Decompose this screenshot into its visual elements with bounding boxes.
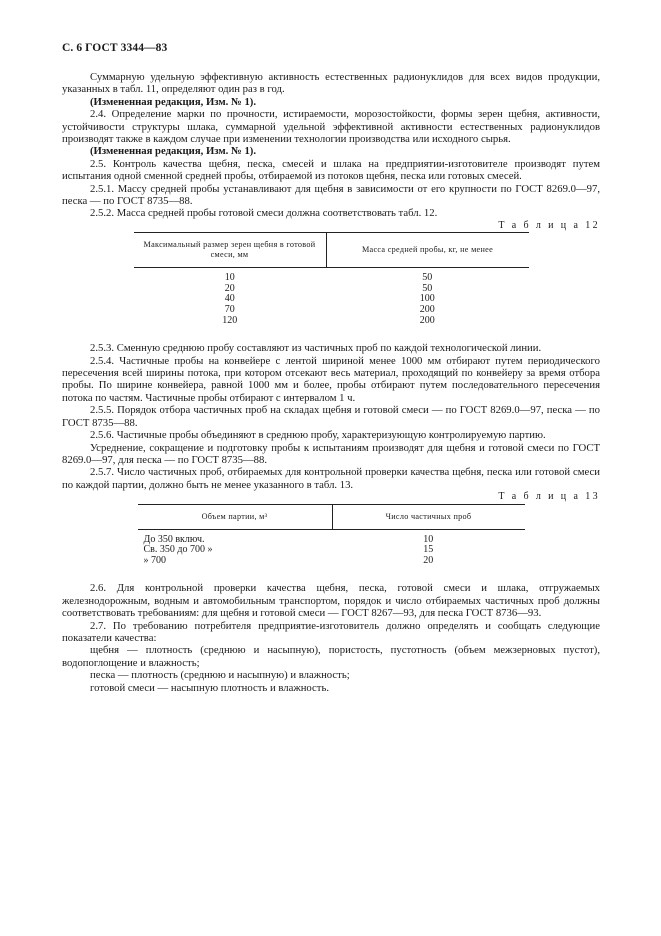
paragraph-group-c bbox=[62, 582, 600, 694]
paragraph: 2.5.4. Частичные пробы на конвейере с лентой шириной менее 1000 мм отбирают путем периодического пересечения всей ширины потока, при котором отсекают весь материал, проходящий по конвейеру за время отбора пробы. По ширине конвейера, равной 1000 мм и более, пробы отбирают путем последовательного пересечения потока по частям. Частичные пробы отбирают с интервалом 1 ч. bbox=[62, 354, 600, 404]
table-cell: 100 bbox=[419, 293, 435, 305]
table-12-header-size: Максимальный размер зерен щебня в готовой смеси, мм bbox=[134, 233, 327, 268]
table-cell: До 350 включ. bbox=[143, 533, 205, 545]
table-cell: 15 bbox=[423, 544, 434, 556]
table-cell: 10 bbox=[423, 533, 434, 545]
table-cell: 70 bbox=[224, 304, 235, 316]
table-13-header-count: Число частичных проб bbox=[332, 504, 525, 529]
table-cell: » 700 bbox=[143, 554, 166, 566]
table-cell: 10 bbox=[224, 272, 235, 284]
table-13 bbox=[138, 504, 525, 576]
table-12-caption: Т а б л и ц а 12 bbox=[498, 219, 600, 231]
paragraph-group-b bbox=[62, 342, 600, 491]
table-13-caption: Т а б л и ц а 13 bbox=[498, 491, 600, 503]
paragraph: 2.5.5. Порядок отбора частичных проб на складах щебня и готовой смеси — по ГОСТ 8269.0—97, песка — по ГОСТ 8735—88. bbox=[62, 404, 600, 429]
table-row bbox=[134, 284, 529, 295]
paragraph: 2.7. По требованию потребителя предприятие-изготовитель должно определять и сообщать следующие показатели качества: bbox=[62, 619, 600, 644]
table-13-header-volume: Объем партии, м³ bbox=[138, 504, 333, 529]
table-row bbox=[134, 268, 529, 284]
paragraph-group-a bbox=[62, 71, 600, 220]
table-cell: 200 bbox=[419, 304, 435, 316]
table-row bbox=[138, 545, 525, 556]
paragraph: 2.4. Определение марки по прочности, истираемости, морозостойкости, формы зерен щебня, активности, устойчивости структуры шлака, суммарной удельной эффективной активности естественных радионуклидов производят также в каждом случае при изменении технологии производства или исходного сырья. bbox=[62, 108, 600, 146]
table-cell: 200 bbox=[419, 314, 435, 326]
table-cell: 50 bbox=[422, 272, 433, 284]
paragraph: щебня — плотность (среднюю и насыпную), пористость, пустотность (объем межзерновых пустот), водопоглощение и влажность; bbox=[62, 644, 600, 669]
table-row bbox=[134, 305, 529, 316]
table-cell: Св. 350 до 700 » bbox=[143, 544, 213, 556]
paragraph: Усреднение, сокращение и подготовку пробы к испытаниям производят для щебня и готовой смеси по ГОСТ 8269.0—97, для песка — по ГОСТ 8735—88. bbox=[62, 441, 600, 466]
table-row bbox=[134, 316, 529, 336]
table-row bbox=[138, 556, 525, 576]
table-cell: 40 bbox=[224, 293, 235, 305]
page-header: С. 6 ГОСТ 3344—83 bbox=[62, 42, 168, 54]
paragraph: 2.5.1. Массу средней пробы устанавливают для щебня в зависимости от его крупности по ГОСТ 8269.0—97, песка — по ГОСТ 8735—88. bbox=[62, 182, 600, 208]
paragraph: 2.5.3. Сменную среднюю пробу составляют из частичных проб по каждой технологической линии. bbox=[90, 342, 542, 355]
table-row bbox=[138, 529, 525, 545]
table-12-header-mass: Масса средней пробы, кг, не менее bbox=[326, 233, 529, 268]
table-cell: 120 bbox=[222, 314, 238, 326]
table-cell: 20 bbox=[423, 554, 434, 566]
document-body bbox=[62, 71, 600, 694]
paragraph: 2.6. Для контрольной проверки качества щебня, песка, готовой смеси и шлака, отгружаемых железнодорожным, водным и автомобильным транспортом, порядок и число отбираемых частичных проб должны соответствовать требованиям: для щебня и готовой смеси — ГОСТ 8267—93, для песка ГОСТ 8736—93. bbox=[62, 582, 600, 620]
paragraph: Суммарную удельную эффективную активность естественных радионуклидов для всех видов продукции, указанных в табл. 11, определяют один раз в год. bbox=[62, 71, 600, 96]
table-cell: 50 bbox=[422, 282, 433, 294]
paragraph: (Измененная редакция, Изм. № 1). bbox=[90, 145, 257, 158]
paragraph: 2.5. Контроль качества щебня, песка, смесей и шлака на предприятии-изготовителе производят путем испытания одной сменной средней пробы, отбираемой из потоков щебня, песка или готовых смесей. bbox=[62, 157, 600, 183]
paragraph: 2.5.7. Число частичных проб, отбираемых для контрольной проверки качества щебня, песка или готовой смеси по каждой партии, должно быть не менее указанного в табл. 13. bbox=[62, 466, 600, 491]
paragraph: 2.5.2. Масса средней пробы готовой смеси должна соответствовать табл. 12. bbox=[90, 207, 438, 220]
paragraph: (Измененная редакция, Изм. № 1). bbox=[90, 95, 257, 108]
table-12 bbox=[134, 232, 529, 335]
paragraph: 2.5.6. Частичные пробы объединяют в среднюю пробу, характеризующую контролируемую партию. bbox=[90, 429, 546, 442]
paragraph: готовой смеси — насыпную плотность и влажность. bbox=[90, 681, 330, 694]
table-cell: 20 bbox=[224, 282, 235, 294]
paragraph: песка — плотность (среднюю и насыпную) и влажность; bbox=[90, 669, 350, 682]
table-row bbox=[134, 294, 529, 305]
